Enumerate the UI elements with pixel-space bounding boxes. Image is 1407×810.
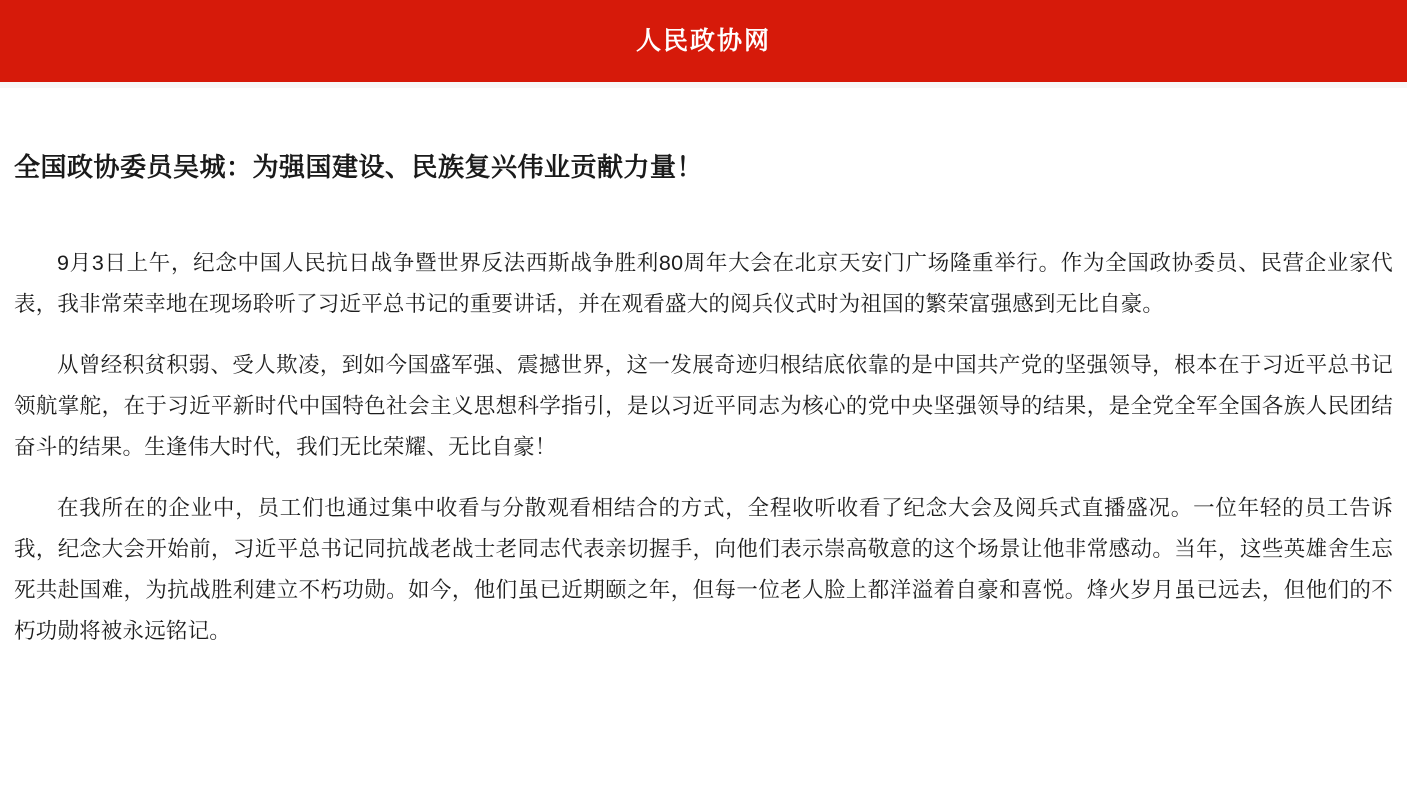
site-header	[0, 0, 1407, 82]
article-paragraph: 9月3日上午，纪念中国人民抗日战争暨世界反法西斯战争胜利80周年大会在北京天安门广场隆重举行。作为全国政协委员、民营企业家代表，我非常荣幸地在现场聆听了习近平总书记的重要讲话，并在观看盛大的阅兵仪式时为祖国的繁荣富强感到无比自豪。	[14, 251, 1393, 317]
article-container	[0, 88, 1407, 652]
article-title: 全国政协委员吴城：为强国建设、民族复兴伟业贡献力量！	[14, 152, 704, 182]
article-paragraph: 在我所在的企业中，员工们也通过集中收看与分散观看相结合的方式，全程收听收看了纪念大会及阅兵式直播盛况。一位年轻的员工告诉我，纪念大会开始前，习近平总书记同抗战老战士老同志代表亲切握手，向他们表示崇高敬意的这个场景让他非常感动。当年，这些英雄舍生忘死共赴国难，为抗战胜利建立不朽功勋。如今，他们虽已近期颐之年，但每一位老人脸上都洋溢着自豪和喜悦。烽火岁月虽已远去，但他们的不朽功勋将被永远铭记。	[14, 496, 1393, 644]
article-body	[10, 185, 1397, 652]
site-title: 人民政协网	[635, 26, 771, 55]
article-paragraph: 从曾经积贫积弱、受人欺凌，到如今国盛军强、震撼世界，这一发展奇迹归根结底依靠的是中国共产党的坚强领导，根本在于习近平总书记领航掌舵，在于习近平新时代中国特色社会主义思想科学指引，是以习近平同志为核心的党中央坚强领导的结果，是全党全军全国各族人民团结奋斗的结果。生逢伟大时代，我们无比荣耀、无比自豪！	[14, 353, 1393, 460]
